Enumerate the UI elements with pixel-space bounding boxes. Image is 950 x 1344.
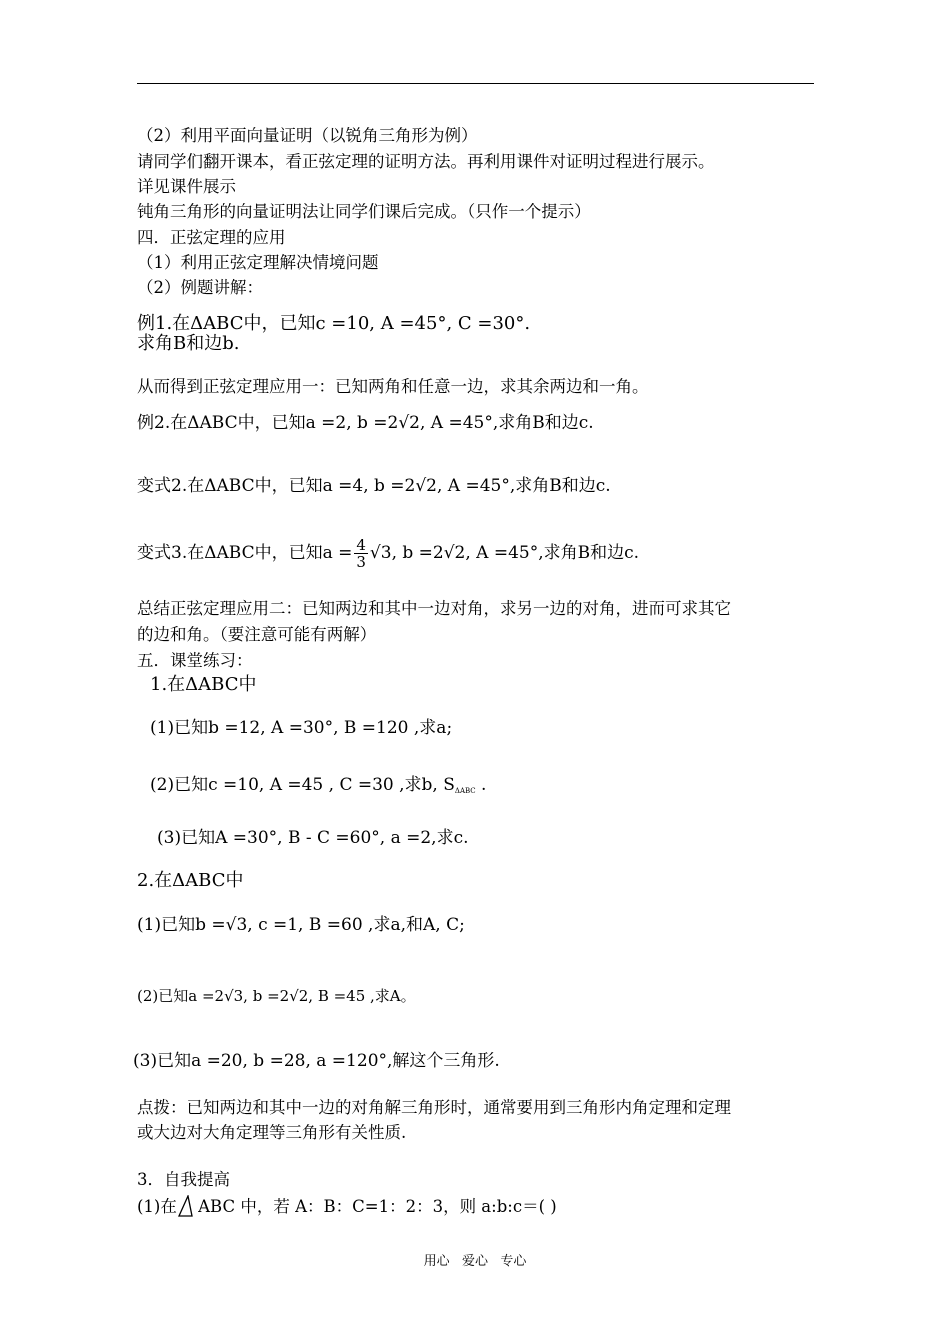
text-line: （2）例题讲解： (137, 278, 263, 297)
subscript: ΔABC (454, 787, 476, 795)
fraction-denominator: 3 (356, 553, 366, 571)
question-1 (137, 1195, 557, 1218)
header-rule (137, 83, 814, 84)
section-heading: 四．正弦定理的应用 (137, 228, 286, 247)
practice-2-3: (3)已知a =20, b =28, a =120°,解这个三角形. (133, 1051, 500, 1071)
text-line: 详见课件展示 (137, 177, 236, 196)
variant-3 (137, 537, 639, 570)
summary-2-line-2: 的边和角。（要注意可能有两解） (137, 625, 377, 644)
summary-2-line-1: 总结正弦定理应用二：已知两边和其中一边对角，求另一边的对角，进而可求其它 (137, 599, 731, 618)
variant-3-text-b: √3, b =2√2, A =45°,求角B和边c. (369, 543, 640, 563)
practice-2-2: (2)已知a =2√3, b =2√2, B =45 ,求A。 (137, 987, 416, 1005)
question-1-prefix: (1)在 (137, 1197, 177, 1216)
text-line: 钝角三角形的向量证明法让同学们课后完成。（只作一个提示） (137, 202, 591, 221)
practice-1-2-text: (2)已知c =10, A =45 , C =30 ,求b, S (150, 775, 455, 795)
hint-line-2: 或大边对大角定理等三角形有关性质. (137, 1123, 407, 1142)
example-2: 例2.在ΔABC中，已知a =2, b =2√2, A =45°,求角B和边c. (137, 413, 594, 433)
variant-3-text-a: 变式3.在ΔABC中，已知a = (137, 543, 353, 563)
example-1: 例1.在ΔABC中，已知c =10, A =45°, C =30°. (137, 313, 531, 334)
example-1-question: 求角B和边b. (137, 333, 240, 354)
section-heading: 3．自我提高 (137, 1170, 230, 1189)
question-1-text: ABC 中，若 A：B：C=1：2：3，则 a:b:c＝( ) (192, 1197, 557, 1216)
section-heading: 五．课堂练习： (137, 651, 253, 670)
variant-2: 变式2.在ΔABC中，已知a =4, b =2√2, A =45°,求角B和边c. (137, 476, 611, 496)
fraction (354, 537, 368, 570)
practice-1-2-end: . (475, 775, 487, 795)
triangle-icon (177, 1195, 193, 1217)
text-line: 请同学们翻开课本，看正弦定理的证明方法。再利用课件对证明过程进行展示。 (137, 152, 715, 171)
text-line: （2）利用平面向量证明（以锐角三角形为例） (137, 126, 478, 145)
practice-2-heading: 2.在ΔABC中 (137, 870, 244, 891)
practice-1-heading: 1.在ΔABC中 (150, 674, 257, 695)
practice-1-2 (150, 773, 486, 803)
text-line: （1）利用正弦定理解决情境问题 (137, 253, 379, 272)
practice-1-3: (3)已知A =30°, B - C =60°, a =2,求c. (157, 828, 469, 848)
summary-1: 从而得到正弦定理应用一：已知两角和任意一边，求其余两边和一角。 (137, 377, 649, 396)
fraction-numerator: 4 (356, 536, 366, 554)
practice-2-1: (1)已知b =√3, c =1, B =60 ,求a,和A, C; (137, 915, 465, 935)
practice-1-1: (1)已知b =12, A =30°, B =120 ,求a; (150, 718, 453, 738)
hint-line-1: 点拨：已知两边和其中一边的对角解三角形时，通常要用到三角形内角定理和定理 (137, 1098, 731, 1117)
page-footer: 用心 爱心 专心 (423, 1254, 527, 1269)
